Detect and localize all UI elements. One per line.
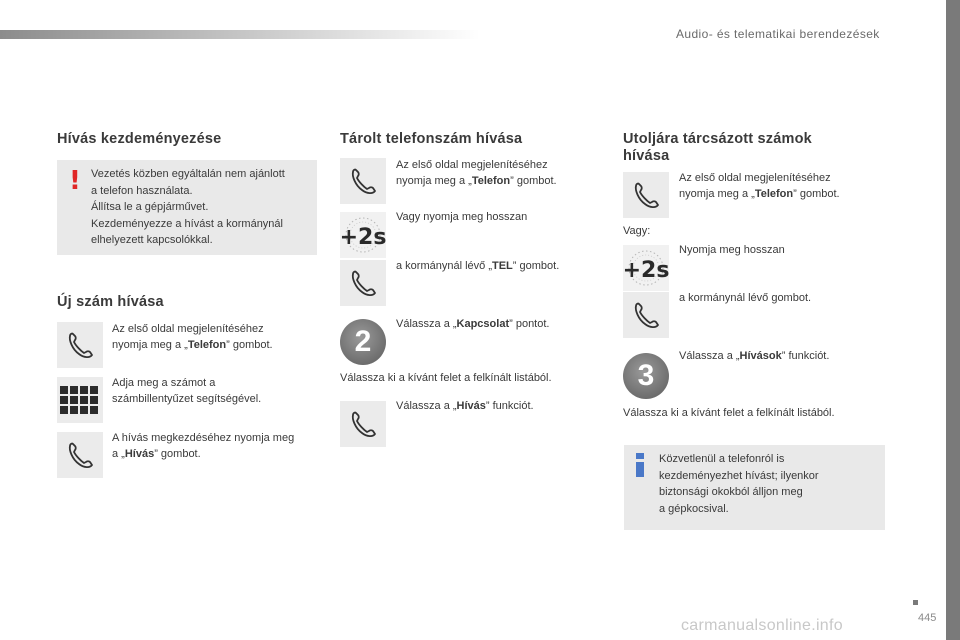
warning-text: Vezetés közben egyáltalán nem ajánlott a telefon használata. Állítsa le a gépjárművet. Kezdeményezze a hívást a kormánynál elhelyezett kapcsolókkal. <box>91 168 285 246</box>
section-subtitle-new-number: Új szám hívása <box>57 294 164 310</box>
page-header-title: Audio- és telematikai berendezések <box>676 27 880 41</box>
warning-box <box>57 160 317 255</box>
step-text: Válassza a „Kapcsolat” pontot. <box>396 318 550 330</box>
phone-icon <box>340 401 386 447</box>
side-edge-bar <box>946 0 960 640</box>
info-box <box>624 445 885 530</box>
section-title-stored-number: Tárolt telefonszám hívása <box>340 131 523 147</box>
hold-button-icon <box>340 212 386 258</box>
phone-icon <box>57 432 103 478</box>
step-number-badge: 2 <box>340 319 386 365</box>
step-text: A hívás megkezdéséhez nyomja meg a „Hívás” gombot. <box>112 432 295 460</box>
warning-icon: ! <box>69 166 81 196</box>
page-marker <box>913 600 918 605</box>
or-label: Vagy: <box>623 225 651 237</box>
hold-label: +2s <box>340 225 386 250</box>
watermark: carmanualsonline.info <box>681 617 843 634</box>
step-text: Válassza a „Hívások” funkciót. <box>679 350 830 362</box>
step-text: Válassza ki a kívánt felet a felkínált listából. <box>623 407 835 419</box>
phone-icon <box>340 158 386 204</box>
keypad-icon <box>57 377 103 423</box>
step-text: Az első oldal megjelenítéséhez nyomja meg a „Telefon” gombot. <box>396 159 557 187</box>
header-gradient-bar <box>0 30 480 39</box>
phone-icon <box>623 292 669 338</box>
step-text: a kormánynál lévő gombot. <box>679 292 812 304</box>
step-text: Vagy nyomja meg hosszan <box>396 211 528 223</box>
phone-icon <box>57 322 103 368</box>
step-text: Adja meg a számot a számbillentyűzet segítségével. <box>112 377 262 405</box>
info-text: Közvetlenül a telefonról is kezdeményezhet hívást; ilyenkor biztonsági okokból álljon meg a gépkocsival. <box>659 453 819 515</box>
phone-icon <box>340 260 386 306</box>
hold-button-icon <box>623 245 669 291</box>
section-title-last-dialed: Utoljára tárcsázott számok hívása <box>623 131 812 164</box>
step-text: Nyomja meg hosszan <box>679 244 785 256</box>
step-text: Az első oldal megjelenítéséhez nyomja meg a „Telefon” gombot. <box>679 172 840 200</box>
step-text: Az első oldal megjelenítéséhez nyomja meg a „Telefon” gombot. <box>112 323 273 351</box>
step-text: Válassza ki a kívánt felet a felkínált listából. <box>340 372 552 384</box>
step-text: a kormánynál lévő „TEL” gombot. <box>396 260 560 272</box>
section-title-call: Hívás kezdeményezése <box>57 131 222 147</box>
hold-label: +2s <box>623 258 669 283</box>
page-number: 445 <box>918 612 937 624</box>
step-text: Válassza a „Hívás” funkciót. <box>396 400 534 412</box>
phone-icon <box>623 172 669 218</box>
info-icon <box>636 453 644 477</box>
step-number-badge: 3 <box>623 353 669 399</box>
